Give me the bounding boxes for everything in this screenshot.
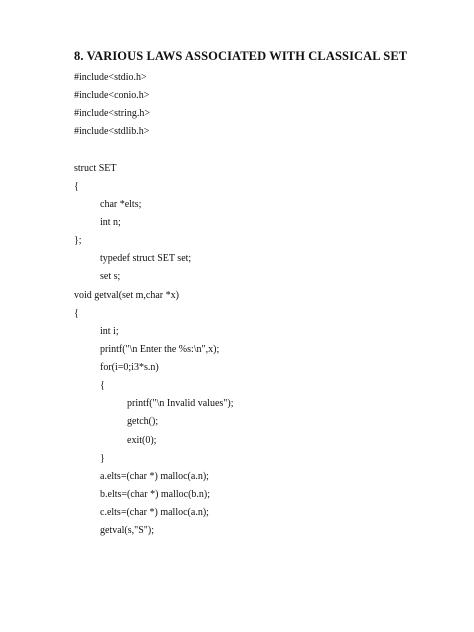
code-line: { xyxy=(74,181,79,192)
code-line: { xyxy=(100,380,105,391)
code-line: } xyxy=(100,453,105,464)
code-line: #include<string.h> xyxy=(74,108,150,119)
code-line: #include<conio.h> xyxy=(74,90,150,101)
code-line: typedef struct SET set; xyxy=(100,253,192,264)
code-line: printf("\n Enter the %s:\n",x); xyxy=(100,344,220,355)
code-line: int i; xyxy=(100,326,119,337)
code-line: c.elts=(char *) malloc(a.n); xyxy=(100,507,209,518)
code-line: int n; xyxy=(100,217,121,228)
code-line: }; xyxy=(74,235,82,246)
code-line: char *elts; xyxy=(100,199,142,210)
code-line: printf("\n Invalid values"); xyxy=(127,398,234,409)
code-line: set s; xyxy=(100,271,121,282)
code-line: struct SET xyxy=(74,163,117,174)
code-line: for(i=0;i3*s.n) xyxy=(100,362,159,373)
section-title: 8. VARIOUS LAWS ASSOCIATED WITH CLASSICAL SET xyxy=(74,49,408,63)
code-line: void getval(set m,char *x) xyxy=(74,290,179,301)
code-line: #include<stdlib.h> xyxy=(74,126,150,137)
code-line: #include<stdio.h> xyxy=(74,72,147,83)
code-line: exit(0); xyxy=(127,435,157,446)
code-line: getval(s,"S"); xyxy=(100,525,154,536)
code-line: { xyxy=(74,308,79,319)
code-line: getch(); xyxy=(127,416,159,427)
code-line: a.elts=(char *) malloc(a.n); xyxy=(100,471,209,482)
code-line: b.elts=(char *) malloc(b.n); xyxy=(100,489,211,500)
